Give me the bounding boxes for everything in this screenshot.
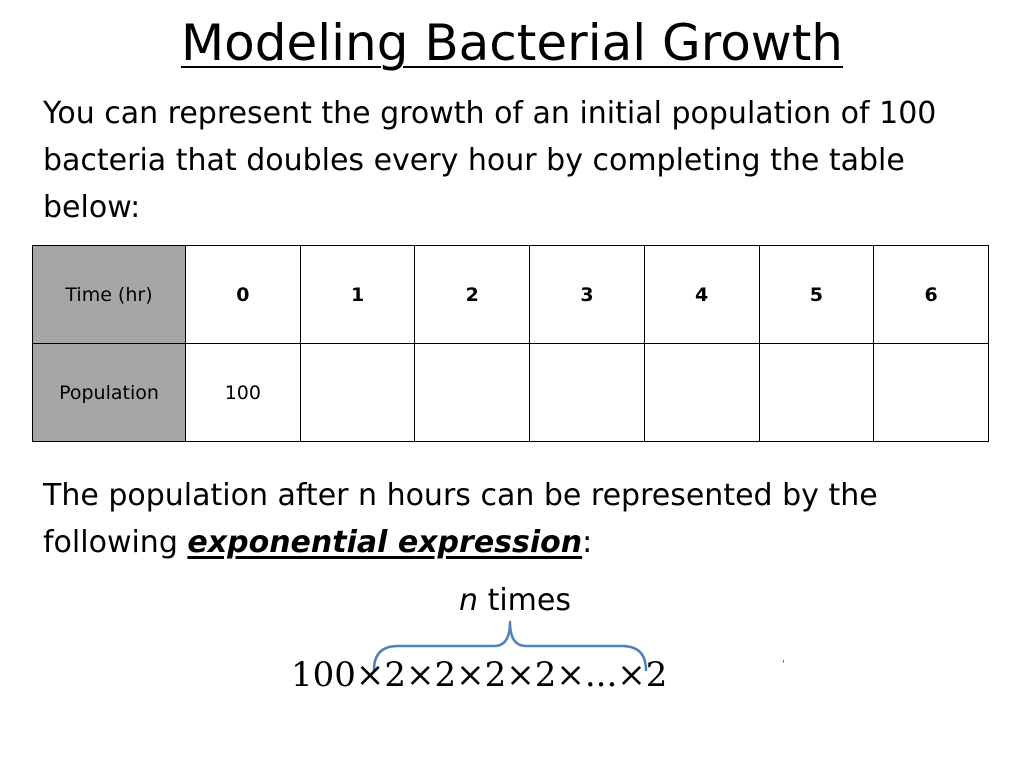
population-cell	[530, 344, 645, 442]
population-cell	[874, 344, 989, 442]
exponential-expression: 100×2×2×2×2×...×2	[291, 655, 668, 695]
population-cell	[415, 344, 530, 442]
slide-title	[0, 10, 1024, 76]
outro-colon: :	[582, 525, 593, 560]
time-cell: 4	[644, 246, 759, 344]
time-cell: 0	[186, 246, 301, 344]
population-cell	[644, 344, 759, 442]
population-row	[33, 344, 989, 442]
stray-mark: '	[782, 659, 785, 670]
population-cell	[759, 344, 874, 442]
outro-paragraph	[43, 472, 993, 566]
growth-table	[32, 245, 989, 442]
exponential-expression-term: exponential expression	[187, 525, 583, 560]
brace-label-variable: n	[459, 583, 479, 618]
time-cell: 5	[759, 246, 874, 344]
time-cell: 1	[300, 246, 415, 344]
population-row-header: Population	[33, 344, 186, 442]
time-cell: 3	[530, 246, 645, 344]
time-row-header: Time (hr)	[33, 246, 186, 344]
time-row	[33, 246, 989, 344]
population-cell: 100	[186, 344, 301, 442]
time-cell: 6	[874, 246, 989, 344]
intro-paragraph: You can represent the growth of an initial population of 100 bacteria that doubles every hour by completing the table below:	[43, 96, 937, 225]
population-cell	[300, 344, 415, 442]
brace-label-text: times	[478, 583, 571, 618]
outro-text: The population after n hours can be represented by the following	[43, 478, 878, 560]
brace-label	[430, 578, 600, 624]
slide-title-text: Modeling Bacterial Growth	[181, 14, 843, 72]
time-cell: 2	[415, 246, 530, 344]
